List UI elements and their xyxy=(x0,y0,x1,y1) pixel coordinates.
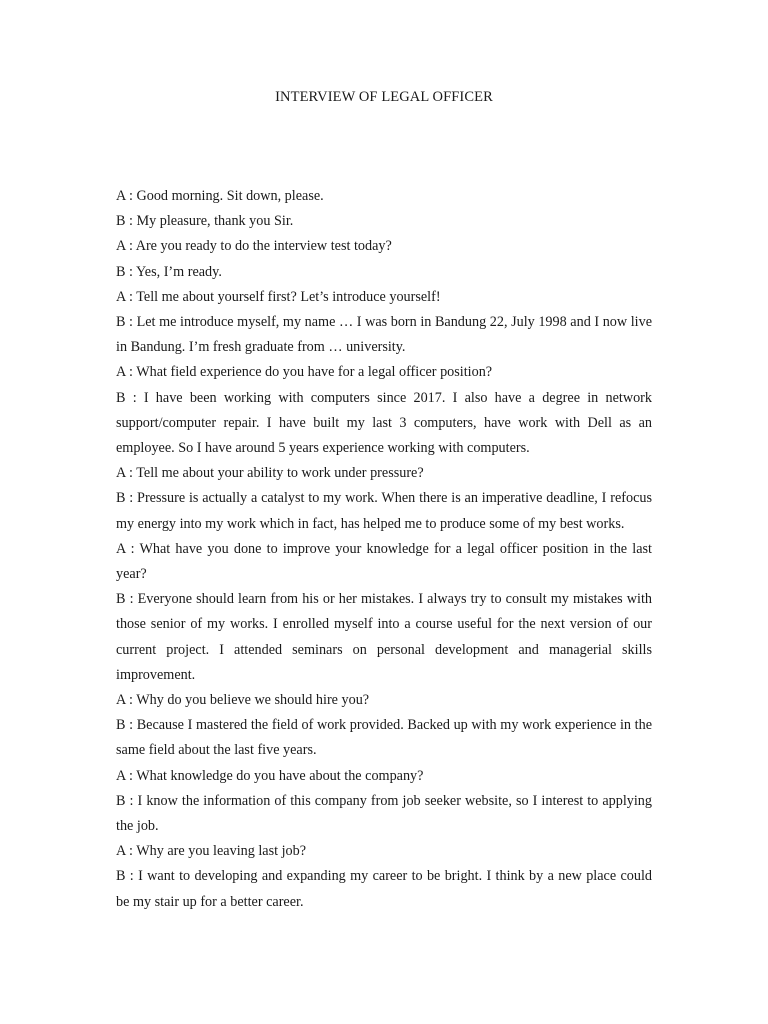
dialogue-line-a: A : Why do you believe we should hire you? xyxy=(116,692,370,709)
dialogue-line-b: B : I have been working with computers since 2017. I also have a degree in network support/computer repair. I have built my last 3 computers, have work with Dell as an employee. So I have around 5 years experience working with computers. xyxy=(116,389,652,457)
dialogue-body xyxy=(116,184,652,915)
dialogue-line-a: A : Tell me about yourself first? Let’s introduce yourself! xyxy=(116,288,441,305)
dialogue-line-b: B : Because I mastered the field of work provided. Backed up with my work experience in the same field about the last five years. xyxy=(116,717,652,759)
dialogue-line-a: A : Good morning. Sit down, please. xyxy=(116,188,324,204)
dialogue-line-a: A : Why are you leaving last job? xyxy=(116,843,307,860)
document-title: INTERVIEW OF LEGAL OFFICER xyxy=(275,89,493,105)
dialogue-line-b: B : My pleasure, thank you Sir. xyxy=(116,213,294,230)
dialogue-line-b: B : Everyone should learn from his or her mistakes. I always try to consult my mistakes with those senior of my works. I enrolled myself into a course useful for the next version of our current project. I attended seminars on personal development and managerial skills improvement. xyxy=(116,591,652,683)
dialogue-line-b: B : I know the information of this company from job seeker website, so I interest to applying the job. xyxy=(116,792,652,835)
dialogue-line-a: A : Tell me about your ability to work under pressure? xyxy=(116,465,424,482)
dialogue-line-a: A : What field experience do you have for a legal officer position? xyxy=(116,364,493,381)
dialogue-line-a: A : What knowledge do you have about the company? xyxy=(116,767,424,784)
dialogue-line-b: B : Let me introduce myself, my name … I was born in Bandung 22, July 1998 and I now live in Bandung. I’m fresh graduate from … university. xyxy=(116,314,652,356)
dialogue-line-b: B : I want to developing and expanding my career to be bright. I think by a new place could be my stair up for a better career. xyxy=(116,868,652,910)
dialogue-line-b: B : Yes, I’m ready. xyxy=(116,263,222,280)
dialogue-line-b: B : Pressure is actually a catalyst to my work. When there is an imperative deadline, I refocus my energy into my work which in fact, has helped me to produce some of my best works. xyxy=(116,490,652,532)
dialogue-line-a: A : What have you done to improve your knowledge for a legal officer position in the last year? xyxy=(116,540,652,583)
dialogue-line-a: A : Are you ready to do the interview test today? xyxy=(116,238,392,255)
